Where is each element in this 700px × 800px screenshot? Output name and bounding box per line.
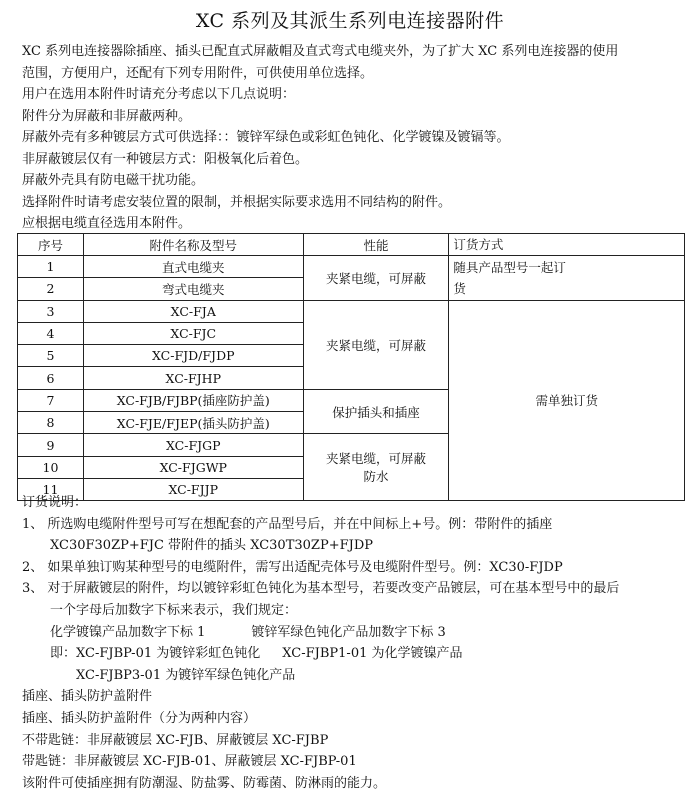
cell-name: XC-FJJP — [83, 478, 303, 500]
cell-no: 7 — [18, 389, 84, 411]
intro-line: 附件分为屏蔽和非屏蔽两种。 — [22, 108, 192, 124]
note-item-1: 1、 所选购电缆附件型号可写在想配套的产品型号后，并在中间标上+号。例：带附件的插座 — [22, 516, 553, 532]
cell-name: XC-FJB/FJBP(插座防护盖) — [83, 389, 303, 411]
cell-no: 3 — [18, 300, 84, 322]
intro-section — [22, 41, 684, 235]
intro-line: 范围，方便用户，还配有下列专用附件，可供使用单位选择。 — [22, 65, 374, 81]
plating-rules — [22, 622, 684, 644]
cell-name: XC-FJA — [83, 300, 303, 322]
note-item-2: 2、 如果单独订购某种型号的电缆附件，需写出适配壳体号及电缆附件型号。例：XC30-FJDP — [22, 559, 563, 575]
cell-no: 4 — [18, 322, 84, 344]
header-ordering: 订货方式 — [449, 234, 685, 256]
note-item-3: 3、 对于屏蔽镀层的附件，均以镀锌彩虹色钝化为基本型号，若要改变产品镀层，可在基本型号中的最后 — [22, 581, 620, 597]
header-no: 序号 — [18, 234, 84, 256]
ordering-line: 随具产品型号一起订 — [453, 259, 566, 275]
cell-performance — [303, 434, 449, 501]
tail-line: 插座、插头防护盖附件 — [22, 689, 153, 705]
accessory-table — [17, 233, 685, 501]
tail-line: 插座、插头防护盖附件（分为两种内容） — [22, 710, 257, 726]
cell-name: XC-FJE/FJEP(插头防护盖) — [83, 412, 303, 434]
table-row — [18, 256, 685, 278]
ordering-notes — [22, 492, 684, 794]
rule-green-zinc: 镀锌军绿色钝化产品加数字下标 3 — [251, 624, 446, 640]
cell-no: 11 — [18, 478, 84, 500]
intro-line: XC 系列电连接器除插座、插头已配直式屏蔽帽及直式弯式电缆夹外，为了扩大 XC 系列电连接器的使用 — [22, 44, 619, 59]
tail-line: 带匙链：非屏蔽镀层 XC-FJB-01、屏蔽镀层 XC-FJBP-01 — [22, 754, 357, 770]
cell-name: XC-FJC — [83, 322, 303, 344]
example-green: XC-FJBP3-01 为镀锌军绿色钝化产品 — [76, 667, 296, 683]
cell-no: 1 — [18, 256, 84, 278]
intro-line: 屏蔽外壳具有防电磁干扰功能。 — [22, 173, 205, 188]
cell-performance: 保护插头和插座 — [303, 389, 449, 434]
performance-line: 夹紧电缆，可屏蔽 — [326, 451, 427, 467]
table-row — [18, 300, 685, 322]
cell-name: XC-FJD/FJDP — [83, 345, 303, 367]
cell-no: 2 — [18, 278, 84, 300]
intro-line: 屏蔽外壳有多种镀层方式可供选择：：镀锌军绿色或彩虹色钝化、化学镀镍及镀镉等。 — [22, 130, 510, 145]
cell-no: 9 — [18, 434, 84, 456]
cell-performance: 夹紧电缆，可屏蔽 — [303, 256, 449, 301]
cell-no: 10 — [18, 456, 84, 478]
cell-ordering: 需单独订货 — [449, 300, 685, 501]
intro-line: 用户在选用本附件时请充分考虑以下几点说明： — [22, 87, 296, 102]
table-header-row — [18, 234, 685, 256]
ordering-line: 货 — [453, 280, 466, 296]
notes-heading: 订货说明： — [22, 495, 88, 510]
cell-performance: 夹紧电缆，可屏蔽 — [303, 300, 449, 389]
note-item-3-cont: 一个字母后加数字下标来表示，我们规定： — [50, 602, 298, 618]
cell-name: XC-FJGWP — [83, 456, 303, 478]
plating-examples — [22, 643, 684, 665]
note-item-1-cont: XC30F30ZP+FJC 带附件的插头 XC30T30ZP+FJDP — [50, 538, 373, 554]
example-nickel: XC-FJBP1-01 为化学镀镍产品 — [282, 646, 463, 662]
tail-line: 不带匙链：非屏蔽镀层 XC-FJB、屏蔽镀层 XC-FJBP — [22, 732, 329, 748]
header-name: 附件名称及型号 — [83, 234, 303, 256]
cell-no: 5 — [18, 345, 84, 367]
cell-name: XC-FJHP — [83, 367, 303, 389]
intro-line: 选择附件时请考虑安装位置的限制，并根据实际要求选用不同结构的附件。 — [22, 194, 452, 210]
cell-name: 直式电缆夹 — [83, 256, 303, 278]
header-performance: 性能 — [303, 234, 449, 256]
intro-line: 非屏蔽镀层仅有一种镀层方式：阳极氧化后着色。 — [22, 151, 309, 167]
intro-line: 应根据电缆直径选用本附件。 — [22, 216, 192, 231]
performance-line: 防水 — [363, 469, 389, 485]
cell-name: XC-FJGP — [83, 434, 303, 456]
rule-nickel: 化学镀镍产品加数字下标 1 — [50, 624, 206, 640]
cell-no: 8 — [18, 412, 84, 434]
example-rainbow: 即：XC-FJBP-01 为镀锌彩虹色钝化 — [50, 646, 261, 662]
cell-ordering — [449, 256, 685, 301]
cell-name: 弯式电缆夹 — [83, 278, 303, 300]
document-title: XC 系列及其派生系列电连接器附件 — [195, 10, 505, 32]
tail-line: 该附件可使插座拥有防潮湿、防盐雾、防霉菌、防淋雨的能力。 — [22, 775, 387, 791]
cell-no: 6 — [18, 367, 84, 389]
